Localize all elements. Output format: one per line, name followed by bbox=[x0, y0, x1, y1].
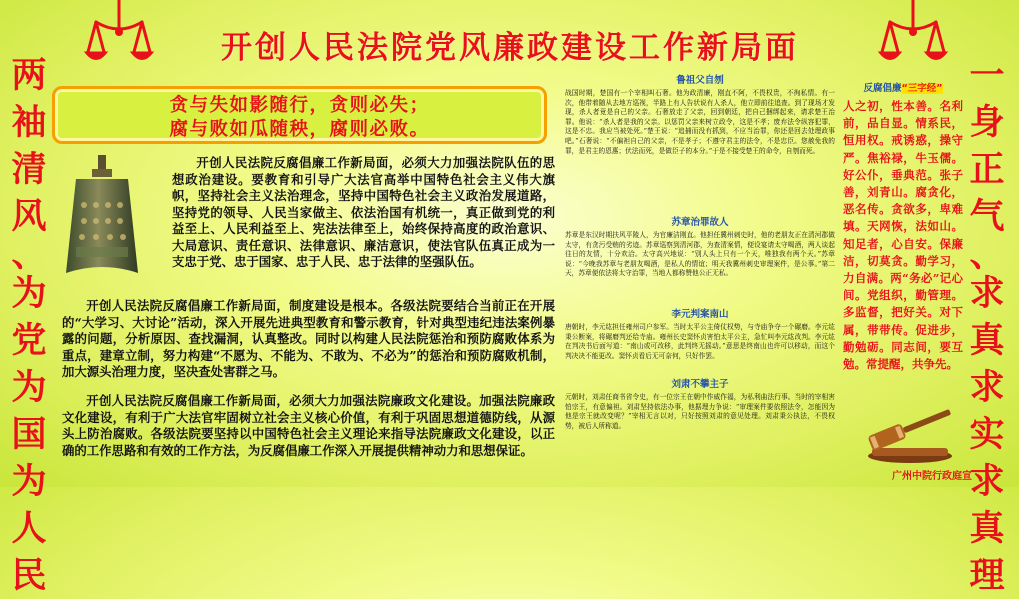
vertical-char: 为 bbox=[11, 273, 47, 314]
vertical-char: 实 bbox=[969, 414, 1005, 455]
vertical-char: 身 bbox=[969, 102, 1005, 143]
story-heading: 苏章治罪故人 bbox=[671, 217, 729, 228]
vertical-char: 为 bbox=[11, 367, 47, 408]
vertical-char: 一 bbox=[969, 55, 1005, 96]
paragraph-text: 开创人民法院反腐倡廉工作新局面，必须大力加强法院队伍的思想政治建设。要教育和引导广大法官高举中国特色社会主义伟大旗帜，坚持社会主义法治理念，坚持中国特色社会主义政治发展道路，坚持党的领导、人民当家做主、依法治国有机统一，真正做到党的利益至上、人民利益至上、宪法法律至上，始终保持高度的政治意识、大局意识、责任意识、法律意识、廉洁意识，使法官队伍真正成为一支忠于党、忠于国家、忠于人民、忠于法律的坚强队伍。 bbox=[172, 155, 555, 269]
vertical-char: 气 bbox=[969, 196, 1005, 237]
paragraph-ideology bbox=[62, 155, 555, 277]
story-text: 元朝时，刘肃任商书省令史，有一位宗王在朝中作威作福，为私利曲法行事。当时的宰相害怕宗王，有意偏袒。刘肃坚持依法办事，他据理力争说：“审理案件要依照法令，怎能因为他是宗王就改变呢？”宰相无言以对，只好按照刘肃的意见处理。刘肃秉公执法，不畏权势，被后人所称道。 bbox=[565, 393, 835, 430]
vertical-char: 民 bbox=[11, 555, 47, 596]
story-text: 唐朝时，李元纮担任雍州司户参军。当时太平公主倚仗权势，与寺庙争夺一个碾磨。李元纮秉公断案，将碾磨判还给寺庙。雍州长史窦怀贞害怕太平公主，急忙叫李元纮改判。李元纮在判决书后面写道：“南山或可改移，此判终无摇动。”意思是终南山也许可以移动，而这个判决决不能更改。窦怀贞看后无可奈何，只好作罢。 bbox=[565, 323, 835, 360]
paragraph-text: 开创人民法院反腐倡廉工作新局面，必须大力加强法院廉政文化建设。加强法院廉政文化建设，有利于广大法官牢固树立社会主义核心价值，有利于巩固思想道德防线，从源头上防治腐败。各级法院要坚持以中国特色社会主义理论来指导法院廉政文化建设，以正确的工作思路和有效的工作方法，为反腐倡廉工作深入开展提供精神动力和思想保证。 bbox=[62, 393, 555, 458]
vertical-char: 求 bbox=[969, 273, 1005, 314]
scales-of-justice-icon bbox=[86, 0, 152, 82]
vertical-char: 清 bbox=[11, 149, 47, 190]
story bbox=[565, 217, 835, 309]
side-heading bbox=[843, 80, 963, 94]
right-vertical-slogan bbox=[963, 52, 1011, 599]
warning-slogan-box bbox=[52, 86, 547, 144]
vertical-char: 真 bbox=[969, 508, 1005, 549]
vertical-char: 为 bbox=[11, 461, 47, 502]
vertical-char: 风 bbox=[11, 196, 47, 237]
vertical-char: 袖 bbox=[11, 102, 47, 143]
paragraph-text: 开创人民法院反腐倡廉工作新局面，制度建设是根本。各级法院要结合当前正在开展的“大学习、大讨论”活动，深入开展先进典型教育和警示教育，针对典型违纪违法案例暴露的问题，分析原因、查找漏洞，认真整改。同时以构建人民法院惩治和预防腐败体系为重点，建章立制，努力构建“不愿为、不能为、不敢为、不必为”的惩治和预防腐败机制，加大源头治理力度，坚决查处害群之马。 bbox=[62, 298, 555, 379]
scales-of-justice-icon bbox=[880, 0, 946, 82]
side-text: 人之初，性本善。名利前，品自显。情系民，恒用权。戒诱惑，操守严。焦裕禄，牛玉儒。好公仆，垂典范。张子善，刘青山。腐贪化，恶名传。贪欲多，卑难填。天网恢，法如山。知足者，心自安。保廉洁，切莫贪。勤学习，力自满。两“务必”记心间。党组织，勤管理。多监督，把好关。对下属，带带传。促进步，勤勉砺。同志间，要互勉。常提醒，共争先。 bbox=[843, 99, 963, 372]
slogan-line-2: 腐与败如瓜随秧，腐则必败。 bbox=[169, 119, 430, 140]
vertical-char: 人 bbox=[11, 508, 47, 549]
page-title: 开创人民法院党风廉政建设工作新局面 bbox=[221, 30, 799, 66]
footer-organization: 广州中院行政庭宣 bbox=[892, 471, 972, 482]
story bbox=[565, 75, 835, 187]
vertical-char: 真 bbox=[969, 320, 1005, 361]
vertical-char: 、 bbox=[11, 234, 47, 275]
story bbox=[565, 309, 835, 379]
side-heading-highlight: “三字经” bbox=[901, 83, 943, 94]
three-character-classic bbox=[843, 80, 963, 373]
vertical-char: 求 bbox=[969, 367, 1005, 408]
side-heading-prefix: 反腐倡廉 bbox=[863, 83, 902, 94]
vertical-char: 理 bbox=[969, 555, 1005, 596]
paragraph-system bbox=[62, 298, 555, 381]
stories-column bbox=[565, 75, 835, 470]
story-heading: 鲁祖父自刎 bbox=[676, 75, 724, 86]
story-text: 苏章是东汉时期扶风平陵人，为官廉洁刚直。他担任冀州刺史时，他的老朋友正在清河郡做太守，有贪污受贿的劣迹。苏章巡察到清河郡，为查清案情，便设宴请太守喝酒，两人谈起往日的友情，十分欢洽。太守高兴地说：“别人头上只有一个天，唯独我有两个天。”苏章说：“今晚我苏章与老朋友喝酒，是私人的情谊；明天我冀州刺史审理案件，是公事。”第二天，苏章便依法将太守治罪，当地人都称赞他公正无私。 bbox=[565, 231, 835, 278]
slogan-line-1: 贪与失如影随行，贪则必失； bbox=[169, 95, 430, 116]
story bbox=[565, 379, 835, 469]
story-heading: 李元判案南山 bbox=[671, 309, 729, 320]
vertical-char: 、 bbox=[969, 234, 1005, 275]
story-heading: 刘肃不攀主子 bbox=[671, 379, 729, 390]
vertical-char: 两 bbox=[11, 55, 47, 96]
vertical-char: 国 bbox=[11, 414, 47, 455]
vertical-char: 正 bbox=[969, 149, 1005, 190]
paragraph-culture bbox=[62, 393, 555, 459]
story-text: 战国时期，楚国有一个宰相叫石奢。他为政清廉，刚直不阿，不畏权贵，不徇私情。有一次，他带着随从去地方巡视，半路上有人告状说有人杀人，他立即前往追查。到了现场才发现，杀人者竟是自己的父亲。石奢放走了父亲，回到朝廷，把自己捆绑起来，请求楚王治罪。他说：“杀人者是我的父亲。以惩罚父亲来树立政令，这是不孝；废弃法令纵容犯罪，这是不忠。我应当被处死。”楚王说：“追捕而没有抓到，不应当治罪，你还是回去处理政事吧。”石奢说：“不偏袒自己的父亲，不是孝子；不遵守君主的法令，不是忠臣。您赦免我的罪，是君主的恩惠；伏法而死，是做臣子的本分。”于是不接受楚王的命令，自刎而死。 bbox=[565, 89, 835, 155]
vertical-char: 求 bbox=[969, 461, 1005, 502]
gavel-icon bbox=[860, 412, 960, 464]
vertical-char: 党 bbox=[11, 320, 47, 361]
left-vertical-slogan bbox=[8, 52, 50, 599]
